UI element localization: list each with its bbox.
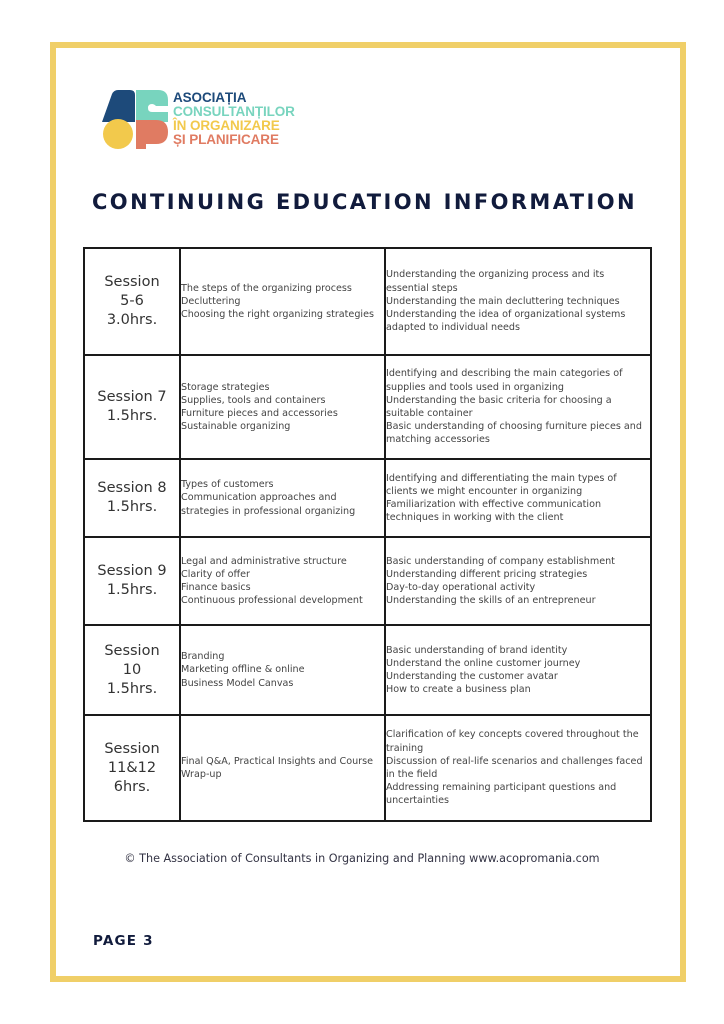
logo-letter-o-shape: [103, 119, 133, 149]
session-outcomes-cell: [385, 459, 651, 537]
session-label-cell: [84, 248, 180, 355]
session-label-cell: [84, 715, 180, 821]
outcome-item: Addressing remaining participant questions and uncertainties: [386, 782, 617, 807]
topic-item: Choosing the right organizing strategies: [181, 309, 374, 321]
logo-line-4: ȘI PLANIFICARE: [173, 132, 279, 147]
page-title: CONTINUING EDUCATION INFORMATION: [92, 190, 637, 214]
session-topics-cell: [180, 355, 385, 459]
outcome-item: How to create a business plan: [386, 684, 531, 696]
session-label-line: Session: [104, 642, 160, 659]
outcome-item: Identifying and differentiating the main types of clients we might encounter in organizing: [386, 472, 617, 497]
session-label-line: 1.5hrs.: [106, 408, 158, 424]
topic-item: Finance basics: [181, 582, 251, 593]
session-label-line: 6hrs.: [113, 778, 151, 795]
session-label-line: 10: [122, 661, 142, 678]
session-outcomes-cell: [385, 625, 651, 715]
session-outcomes-cell: [385, 537, 651, 625]
session-outcomes-cell: [385, 355, 651, 459]
session-row: [84, 355, 651, 459]
topic-item: Marketing offline & online: [181, 664, 305, 676]
session-topics-cell: [180, 537, 385, 625]
session-label-cell: [84, 459, 180, 537]
session-label-line: Session 8: [97, 480, 167, 496]
outcome-item: Day-to-day operational activity: [386, 582, 536, 593]
outcome-item: Understanding the idea of organizational systems adapted to individual needs: [386, 309, 626, 334]
session-outcomes-cell: [385, 715, 651, 821]
outcome-item: Understanding different pricing strategies: [386, 568, 588, 580]
session-label-cell: [84, 537, 180, 625]
session-row: [84, 625, 651, 715]
session-label-line: Session 9: [97, 563, 167, 579]
outcome-item: Basic understanding of company establishment: [386, 555, 615, 567]
logo-letter-a-shape: [102, 90, 135, 122]
topic-item: Types of customers: [181, 479, 274, 491]
topic-item: Business Model Canvas: [181, 677, 294, 689]
logo-text: [173, 91, 295, 147]
outcome-item: Identifying and describing the main categories of supplies and tools used in organizing: [386, 368, 623, 393]
logo-letter-p-shape: [136, 120, 168, 149]
outcome-item: Understanding the main decluttering techniques: [386, 295, 620, 307]
session-label-line: 11&12: [107, 759, 157, 776]
session-label-line: 3.0hrs.: [106, 312, 158, 328]
session-topics-cell: [180, 715, 385, 821]
sessions-table: [83, 247, 652, 822]
session-label-cell: [84, 625, 180, 715]
session-label-line: 1.5hrs.: [106, 499, 158, 515]
session-label-line: 1.5hrs.: [106, 582, 158, 598]
topic-item: Final Q&A, Practical Insights and Course Wrap-up: [181, 755, 374, 780]
logo-line-2: CONSULTANȚILOR: [173, 104, 295, 119]
outcome-item: Understanding the skills of an entrepreneur: [386, 595, 596, 607]
logo-line-1: ASOCIAȚIA: [173, 90, 247, 105]
outcome-item: Discussion of real-life scenarios and challenges faced in the field: [386, 755, 643, 780]
topic-item: Clarity of offer: [181, 568, 250, 580]
topic-item: Continuous professional development: [181, 595, 363, 607]
session-outcomes-cell: [385, 248, 651, 355]
session-row: [84, 459, 651, 537]
session-topics-cell: [180, 248, 385, 355]
session-row: [84, 248, 651, 355]
topic-item: Legal and administrative structure: [181, 555, 347, 567]
session-label-line: 5-6: [120, 293, 144, 309]
acop-logo-mark-icon: [100, 88, 170, 150]
topic-item: Storage strategies: [181, 381, 270, 393]
outcome-item: Understand the online customer journey: [386, 657, 581, 669]
session-label-line: Session: [104, 740, 160, 757]
outcome-item: Familiarization with effective communication techniques in working with the client: [386, 499, 602, 524]
logo-line-3: ÎN ORGANIZARE: [173, 118, 280, 133]
topic-item: Decluttering: [181, 295, 241, 307]
outcome-item: Clarification of key concepts covered throughout the training: [386, 729, 639, 754]
topic-item: Supplies, tools and containers: [181, 394, 326, 406]
copyright-footer: © The Association of Consultants in Organizing and Planning www.acopromania.com: [124, 852, 600, 865]
topic-item: Branding: [181, 651, 225, 663]
outcome-item: Understanding the customer avatar: [386, 671, 558, 682]
session-topics-cell: [180, 459, 385, 537]
acop-logo: [100, 88, 330, 152]
outcome-item: Basic understanding of choosing furniture pieces and matching accessories: [386, 421, 642, 446]
topic-item: Sustainable organizing: [181, 421, 291, 433]
session-label-line: Session: [104, 274, 160, 290]
topic-item: Furniture pieces and accessories: [181, 408, 338, 419]
outcome-item: Basic understanding of brand identity: [386, 644, 568, 656]
page-number: PAGE 3: [93, 933, 154, 949]
logo-letter-c-shape: [136, 90, 168, 122]
topic-item: The steps of the organizing process: [181, 282, 352, 294]
session-row: [84, 715, 651, 821]
session-topics-cell: [180, 625, 385, 715]
topic-item: Communication approaches and strategies in professional organizing: [181, 492, 356, 517]
outcome-item: Understanding the organizing process and its essential steps: [386, 269, 605, 294]
session-label-line: 1.5hrs.: [106, 680, 158, 697]
outcome-item: Understanding the basic criteria for choosing a suitable container: [386, 394, 612, 419]
session-row: [84, 537, 651, 625]
session-label-cell: [84, 355, 180, 459]
session-label-line: Session 7: [97, 389, 167, 405]
